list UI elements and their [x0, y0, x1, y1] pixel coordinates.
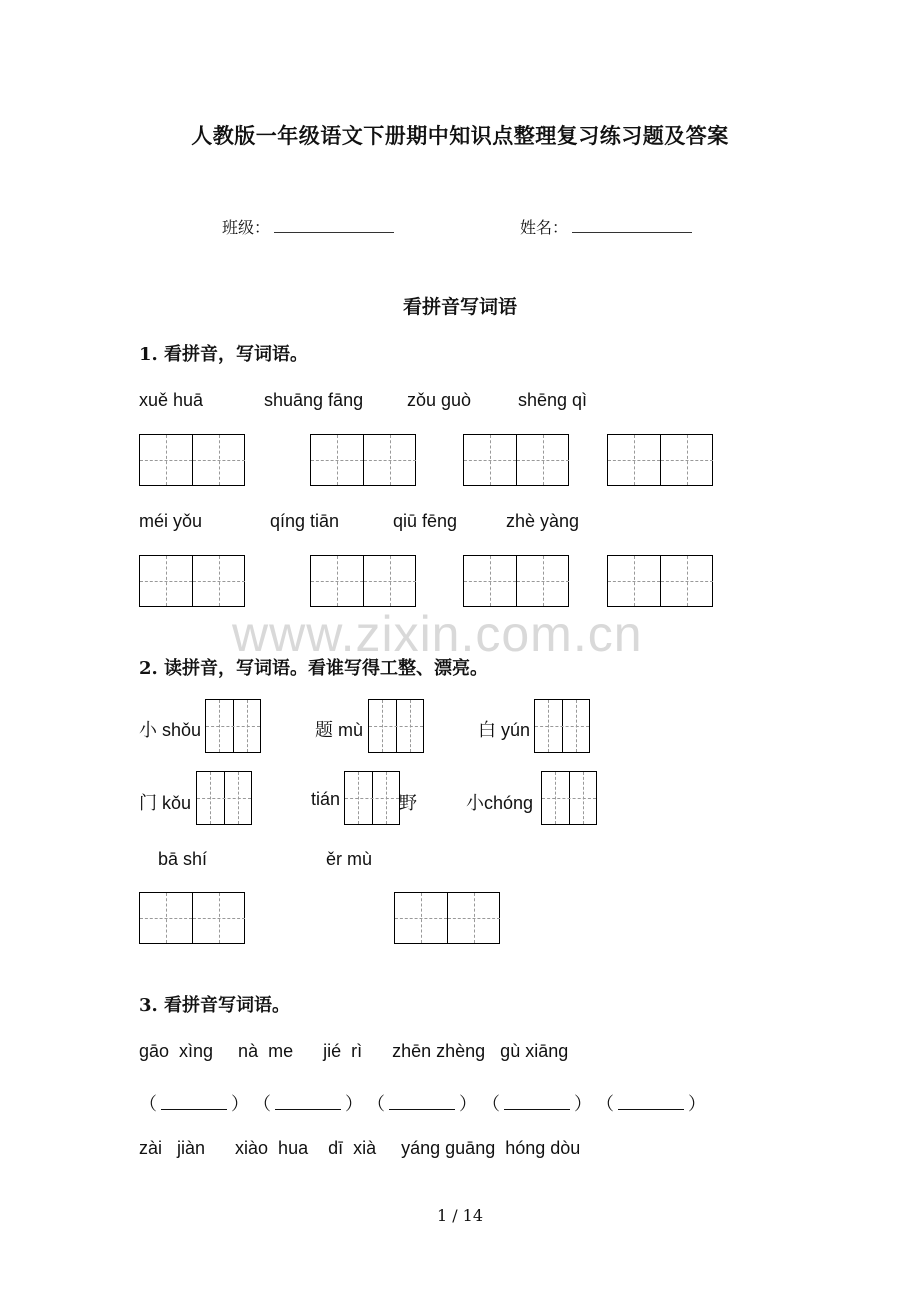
name-blank[interactable] — [572, 218, 692, 233]
answer-blank[interactable] — [275, 1093, 341, 1110]
q1-pinyin-4: shēng qì — [518, 390, 588, 410]
writing-box[interactable] — [463, 434, 569, 486]
writing-box[interactable] — [139, 555, 245, 607]
writing-box-small[interactable] — [205, 699, 261, 753]
q2-item-9: ěr mù — [326, 849, 373, 869]
q1-pinyin-3: zǒu guò — [407, 390, 472, 410]
q2-item-4: 门 kǒu — [139, 793, 192, 813]
q2-heading: 2. 读拼音，写词语。看谁写得工整、漂亮。 — [139, 658, 489, 679]
q1-pinyin-8: zhè yàng — [506, 511, 580, 531]
document-title: 人教版一年级语文下册期中知识点整理复习练习题及答案 — [191, 123, 729, 148]
answer-parens-5: （ ） — [596, 1094, 706, 1114]
writing-box-small[interactable] — [196, 771, 252, 825]
answer-parens-3: （ ） — [367, 1094, 477, 1114]
q2-item-5: tián — [311, 789, 341, 809]
name-label: 姓名： — [520, 218, 569, 237]
answer-parens-4: （ ） — [482, 1094, 592, 1114]
q1-pinyin-5: méi yǒu — [139, 511, 203, 531]
name-field — [520, 215, 692, 238]
answer-parens-1: （ ） — [139, 1094, 249, 1114]
q2-item-6: 野 — [399, 793, 417, 813]
q1-heading: 1. 看拼音，写词语。 — [139, 344, 309, 365]
q2-item-7: 小chóng — [466, 793, 534, 813]
answer-blank[interactable] — [618, 1093, 684, 1110]
writing-box[interactable] — [394, 892, 500, 944]
watermark: www.zixin.com.cn — [232, 606, 643, 662]
class-field — [222, 215, 394, 238]
q3-heading: 3. 看拼音写词语。 — [139, 995, 291, 1016]
writing-box[interactable] — [310, 434, 416, 486]
writing-box[interactable] — [607, 434, 713, 486]
section-title: 看拼音写词语 — [402, 296, 517, 318]
writing-box-small[interactable] — [541, 771, 597, 825]
writing-box-small[interactable] — [368, 699, 424, 753]
class-label: 班级： — [222, 218, 271, 237]
class-blank[interactable] — [274, 218, 394, 233]
q1-pinyin-1: xuě huā — [139, 390, 204, 410]
q1-pinyin-7: qiū fēng — [393, 511, 458, 531]
writing-box[interactable] — [463, 555, 569, 607]
writing-box[interactable] — [139, 434, 245, 486]
page-number: 1 / 14 — [436, 1206, 484, 1225]
writing-box-small[interactable] — [344, 771, 400, 825]
writing-box-small[interactable] — [534, 699, 590, 753]
q2-item-2: 题 mù — [315, 720, 364, 740]
q2-item-1: 小 shǒu — [139, 720, 202, 740]
answer-blank[interactable] — [161, 1093, 227, 1110]
writing-box[interactable] — [310, 555, 416, 607]
writing-box[interactable] — [607, 555, 713, 607]
q3-pinyin-row-2: zài jiàn xiào hua dī xià yáng guāng hóng dòu — [139, 1138, 581, 1158]
q3-pinyin-row-1: gāo xìng nà me jié rì zhēn zhèng gù xiāng — [139, 1041, 569, 1061]
q1-pinyin-6: qíng tiān — [270, 511, 340, 531]
answer-parens-2: （ ） — [253, 1094, 363, 1114]
q2-item-8: bā shí — [158, 849, 208, 869]
q2-item-3: 白 yún — [478, 720, 531, 740]
answer-blank[interactable] — [389, 1093, 455, 1110]
writing-box[interactable] — [139, 892, 245, 944]
answer-blank[interactable] — [504, 1093, 570, 1110]
q1-pinyin-2: shuāng fāng — [264, 390, 364, 410]
